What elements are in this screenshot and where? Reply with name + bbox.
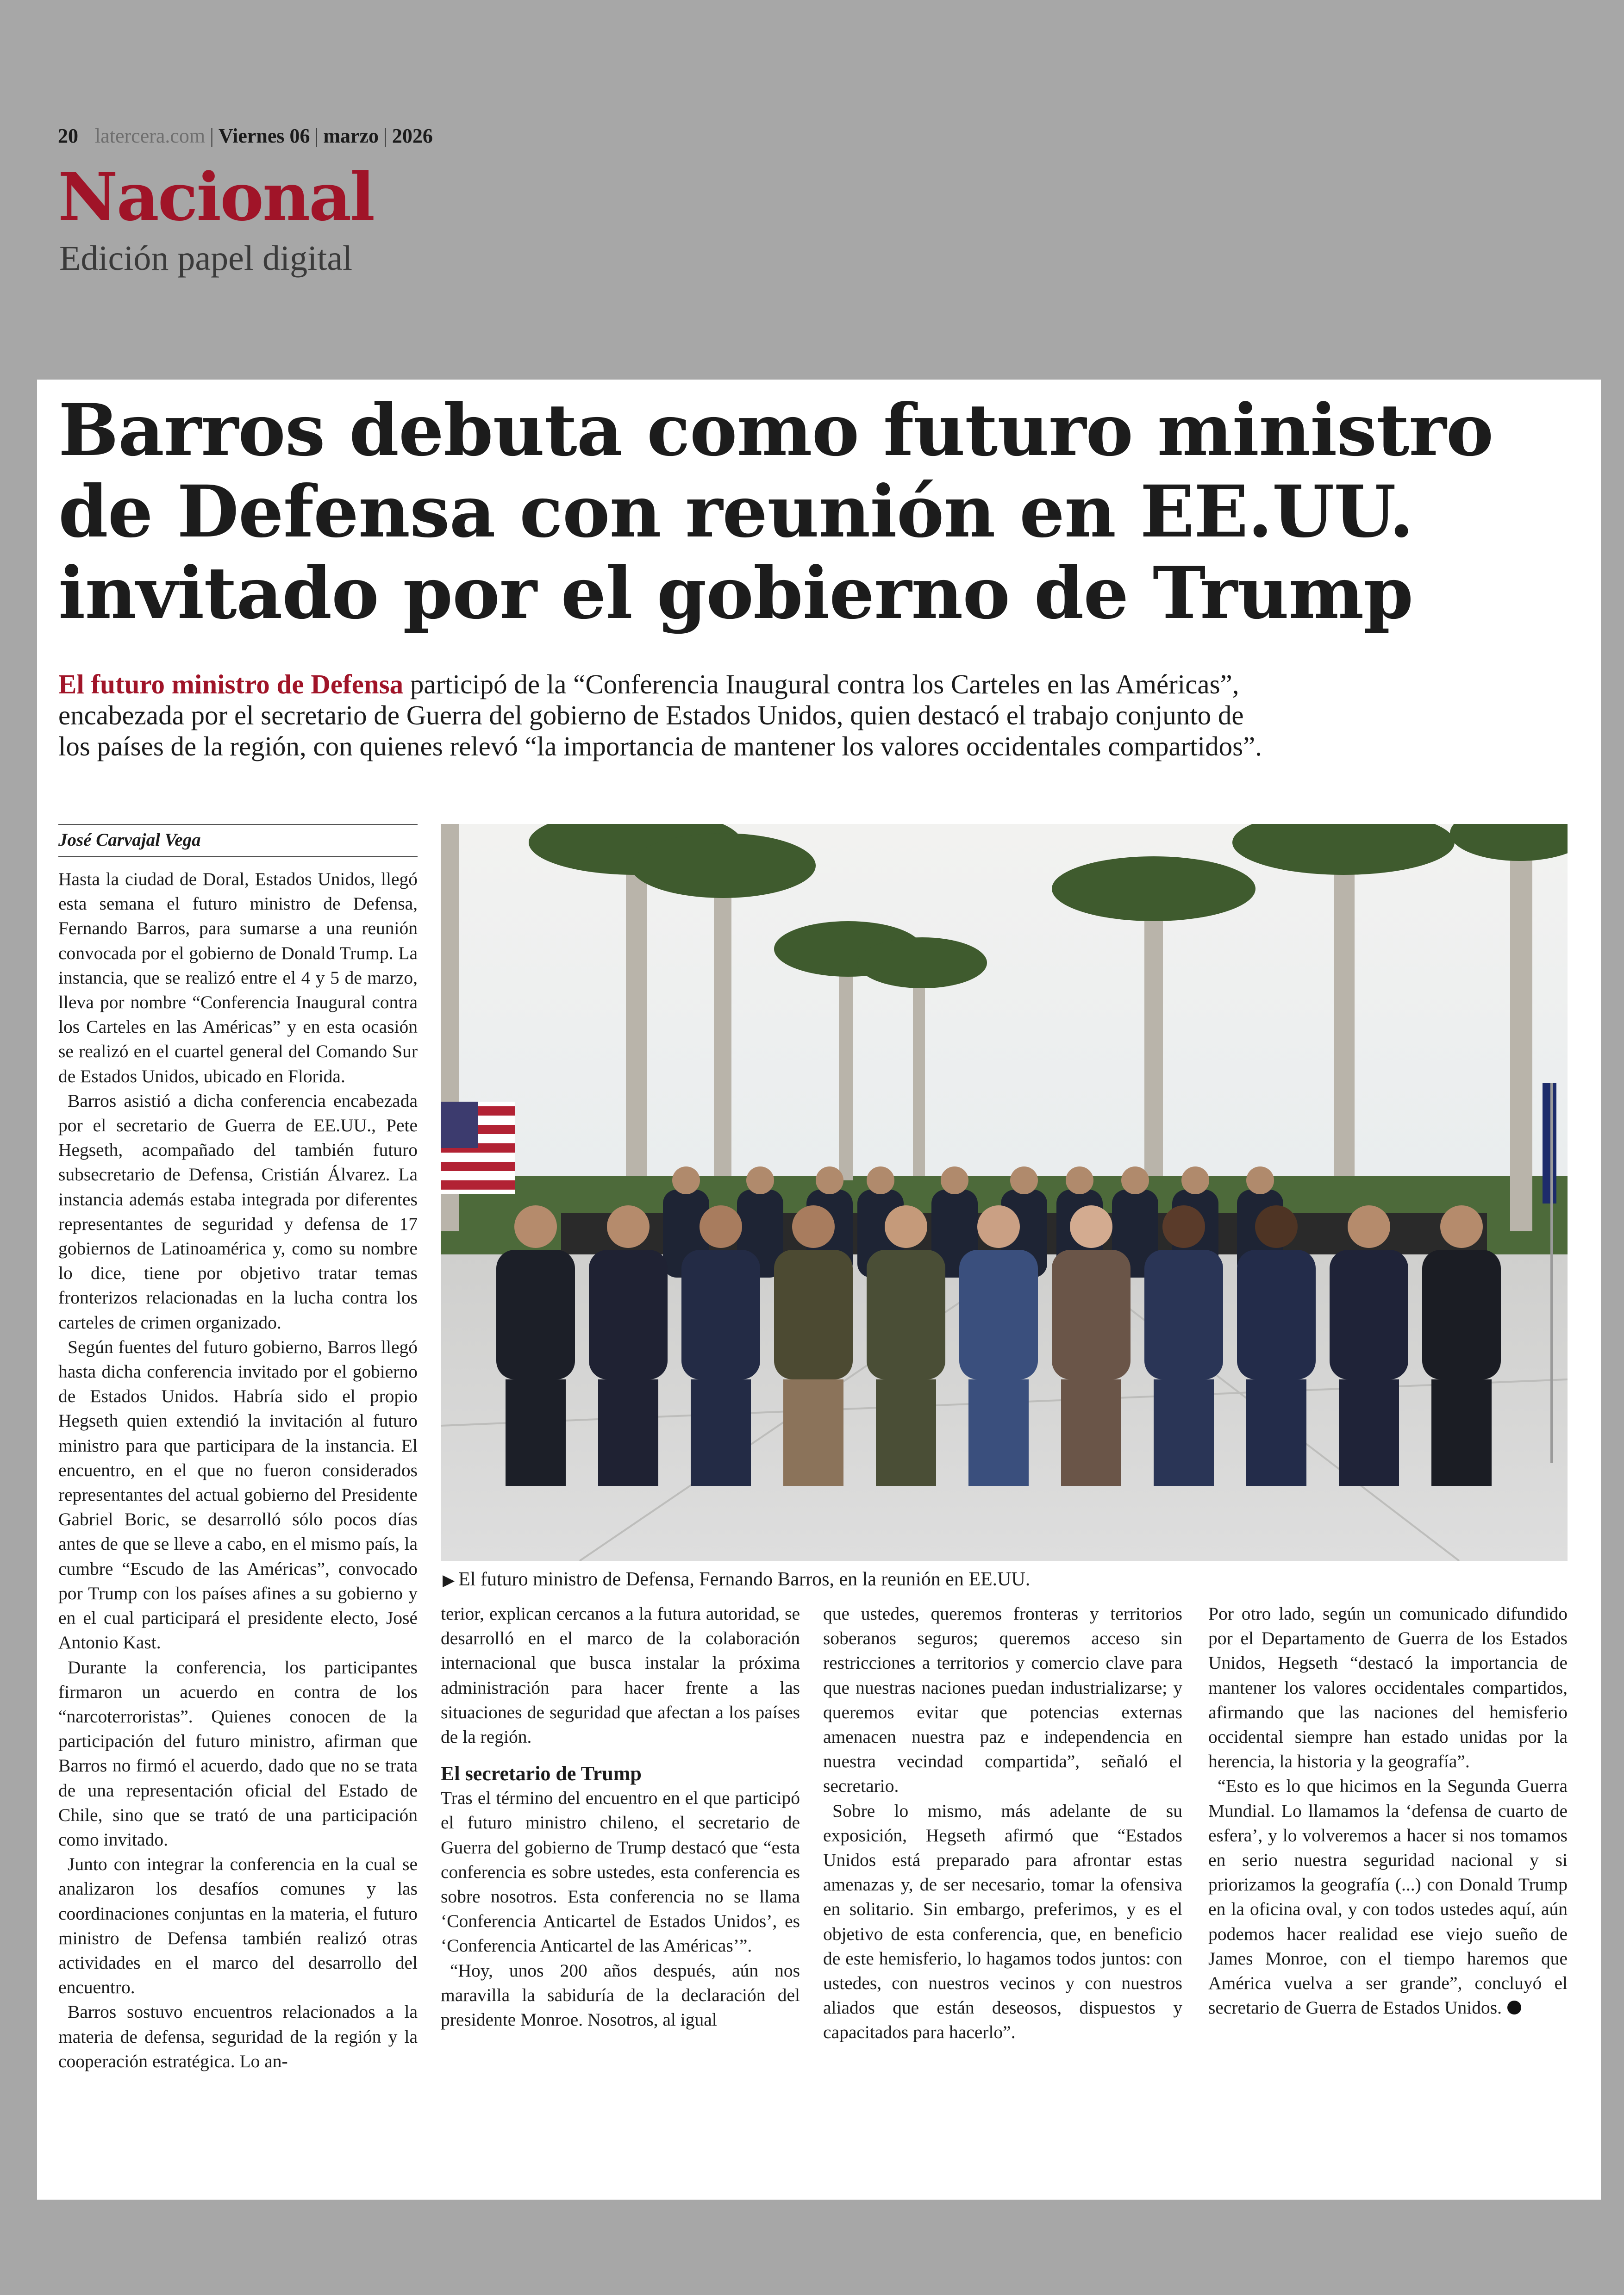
dateline: 20 latercera.com | Viernes 06 | marzo | 2026 (58, 125, 433, 147)
date-day: Viernes 06 (218, 125, 310, 147)
us-flag (441, 1102, 515, 1194)
body-paragraph: terior, explican cercanos a la futura autoridad, se desarrolló en el marco de la colaboración internacional que busca instalar la próxima administración para hacer frente a las situaciones de seguridad que afectan a los países de la región. (441, 1603, 800, 1747)
body-paragraph: Tras el término del encuentro en el que participó el futuro ministro chileno, el secretario de Guerra del gobierno de Trump destacó que “esta conferencia es sobre ustedes, esta conferencia es sobre nosotros. Esta conferencia no se llama ‘Conferencia Anticartel de Estados Unidos’, es ‘Conferencia Anticartel de las Américas’”. (441, 1788, 800, 1956)
body-column-4 (1208, 1602, 1568, 2020)
body-paragraph: Durante la conferencia, los participantes firmaron un acuerdo en contra de los “narcoterroristas”. Quienes conocen de la participación del futuro ministro, afirman que Barros no firmó el acuerdo, dado que no se trata de una representación oficial del Estado de Chile, sino que se trató de una participación como invitado. (58, 1657, 418, 1850)
body-column-1 (58, 867, 418, 2074)
section-title: Nacional (58, 159, 374, 236)
lead-text: participó de la “Conferencia Inaugural contra los Carteles en las Américas”, (410, 669, 1239, 699)
subheading: El secretario de Trump (441, 1762, 642, 1785)
body-paragraph: Hasta la ciudad de Doral, Estados Unidos, llegó esta semana el futuro ministro de Defensa, Fernando Barros, para sumarse a una reunión convocada por el gobierno de Donald Trump. La instancia, que se realizó entre el 4 y 5 de marzo, lleva por nombre “Conferencia Inaugural contra los Carteles en las Américas” y en esta ocasión se realizó en el cuartel general del Comando Sur de Estados Unidos, ubicado en Florida. (58, 869, 418, 1086)
end-of-article-icon (1507, 2001, 1521, 2014)
body-paragraph: Según fuentes del futuro gobierno, Barros llegó hasta dicha conferencia invitado por el gobierno de Estados Unidos. Habría sido el propio Hegseth quien extendió la invitación al futuro ministro para que participara de la instancia. El encuentro, en el que no fueron considerados representantes del actual gobierno del Presidente Gabriel Boric, se desarrolló sólo pocos días antes de que se lleve a cabo, en el mismo país, la cumbre “Escudo de las Américas”, convocado por Trump con los países afines a su gobierno y en el cual participará el presidente electo, José Antonio Kast. (58, 1336, 418, 1653)
lead-text: los países de la región, con quienes relevó “la importancia de mantener los valores occidentales compartidos”. (58, 731, 1262, 761)
headline-line: invitado por el gobierno de Trump (58, 551, 1413, 635)
body-paragraph (1208, 1774, 1568, 2020)
page-number: 20 (58, 125, 78, 147)
article-page (37, 380, 1601, 2200)
article-photo (441, 824, 1568, 1561)
body-paragraph: “Hoy, unos 200 años después, aún nos maravilla la sabiduría de la declaración del presidente Monroe. Nosotros, al igual (441, 1960, 800, 2030)
lead-kicker: El futuro ministro de Defensa (58, 669, 404, 699)
headline-line: de Defensa con reunión en EE.UU. (58, 470, 1414, 554)
photo-caption (443, 1568, 1030, 1590)
date-month: marzo (323, 125, 379, 147)
body-paragraph: Junto con integrar la conferencia en la cual se analizaron los desafíos comunes y las coordinaciones conjuntas en la materia, el futuro ministro de Defensa también realizó otras actividades en el marco del desarrollo del encuentro. (58, 1854, 418, 1998)
date-year: 2026 (392, 125, 433, 147)
group-photo-illustration (441, 824, 1568, 1561)
body-paragraph: Sobre lo mismo, más adelante de su exposición, Hegseth afirmó que “Estados Unidos está preparado para afrontar estas amenazas y, de ser necesario, tomar la ofensiva en solitario. Sin embargo, preferimos, y es el objetivo de esta conferencia, que, en beneficio de este hemisferio, lo hagamos todos juntos: con ustedes, con nuestros vecinos y con nuestros aliados que están deseosos, dispuestos y capacitados para hacerlo”. (823, 1800, 1182, 2043)
byline: José Carvajal Vega (58, 824, 418, 857)
body-paragraph: Barros asistió a dicha conferencia encabezada por el secretario de Guerra de EE.UU., Pete Hegseth, acompañado del también futuro subsecretario de Defensa, Cristián Álvarez. La instancia además estaba integrada por diferentes representantes de seguridad y defensa de 17 gobiernos de Latinoamérica y, como su nombre lo dice, tiene por objetivo tratar temas fronterizos relacionadas en la lucha contra los carteles de crimen organizado. (58, 1090, 418, 1333)
headline-line: Barros debuta como futuro ministro (58, 388, 1493, 472)
headline (58, 390, 1540, 634)
body-paragraph: Barros sostuvo encuentros relacionados a la materia de defensa, seguridad de la región y la cooperación estratégica. Lo an- (58, 2002, 418, 2071)
body-column-3 (823, 1602, 1182, 2045)
caption-text: El futuro ministro de Defensa, Fernando Barros, en la reunión en EE.UU. (458, 1569, 1031, 1590)
closing-paragraph: “Esto es lo que hicimos en la Segunda Guerra Mundial. Lo llamamos la ‘defensa de cuarto de esfera’, y lo volveremos a hacer si nos tomamos en serio nuestra seguridad nacional y si priorizamos la geografía (...) con Donald Trump en la oficina oval, y con todos ustedes aquí, aún podemos hacer realidad ese viejo sueño de James Monroe, con el tiempo haremos que América vuelva a ser grande”, concluyó el secretario de Guerra de Estados Unidos. (1208, 1776, 1568, 2018)
site-name: latercera.com (95, 125, 206, 147)
body-paragraph: Por otro lado, según un comunicado difundido por el Departamento de Guerra de los Estados Unidos, Hegseth “destacó la importancia de mantener los valores occidentales compartidos, afirmando que las naciones del hemisferio occidental siempre han estado unidas por la herencia, la historia y la geografía”. (1208, 1603, 1568, 1772)
body-column-2 (441, 1602, 800, 2032)
caption-arrow-icon: ▶ (443, 1572, 455, 1589)
body-paragraph: que ustedes, queremos fronteras y territorios soberanos seguros; queremos acceso sin restricciones a territorios y comercio clave para que nuestras naciones puedan industrializarse; y queremos evitar que potencias externas amenacen nuestra paz e independencia en nuestra vecindad compartida”, señaló el secretario. (823, 1603, 1182, 1796)
lead-text: encabezada por el secretario de Guerra del gobierno de Estados Unidos, quien destacó el trabajo conjunto de (58, 700, 1244, 730)
edition-label: Edición papel digital (59, 239, 353, 278)
lead-paragraph (58, 669, 1456, 762)
